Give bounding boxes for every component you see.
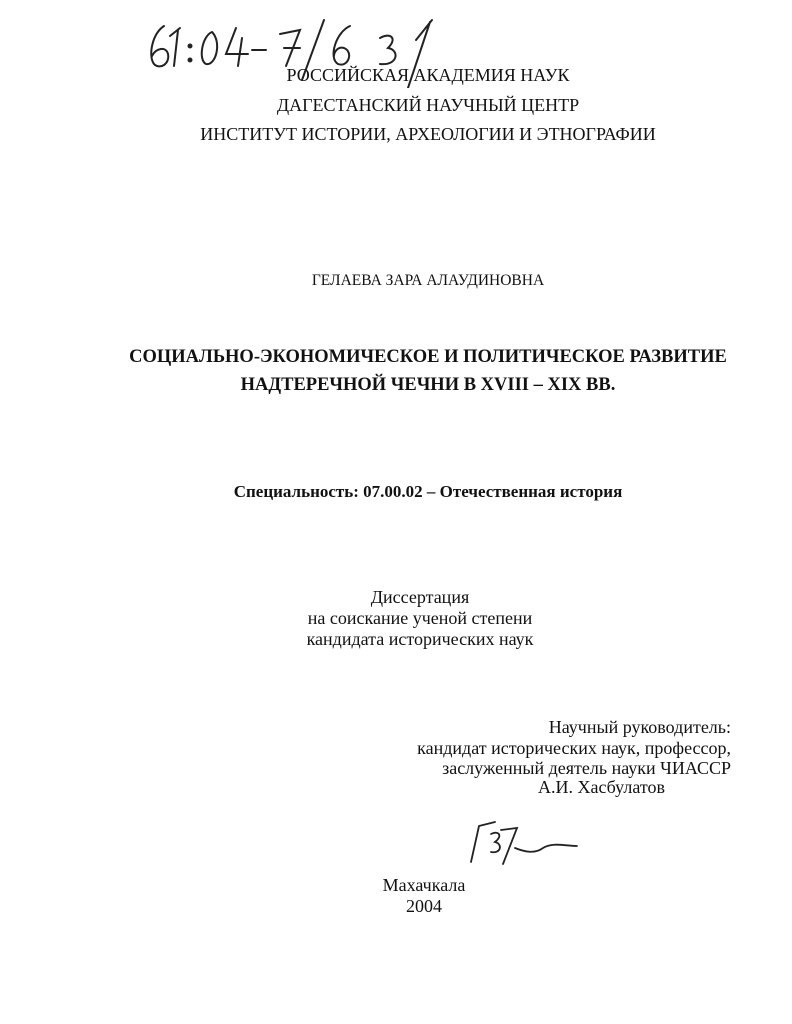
header-line: ДАГЕСТАНСКИЙ НАУЧНЫЙ ЦЕНТР: [276, 95, 580, 115]
year: 2004: [406, 896, 442, 916]
dissertation-line: Диссертация: [370, 587, 470, 607]
header-line: ИНСТИТУТ ИСТОРИИ, АРХЕОЛОГИИ И ЭТНОГРАФИИ: [200, 124, 656, 144]
place: Махачкала: [382, 875, 466, 895]
dissertation-line: кандидата исторических наук: [306, 629, 534, 649]
supervisor-line: Научный руководитель:: [548, 717, 731, 737]
title-line: НАДТЕРЕЧНОЙ ЧЕЧНИ В XVIII – XIX ВВ.: [240, 375, 616, 395]
specialty: Специальность: 07.00.02 – Отечественная история: [233, 482, 623, 501]
header-line: РОССИЙСКАЯ АКАДЕМИЯ НАУК: [286, 65, 570, 85]
supervisor-line: заслуженный деятель науки ЧИАССР: [442, 758, 731, 778]
title-line: СОЦИАЛЬНО-ЭКОНОМИЧЕСКОЕ И ПОЛИТИЧЕСКОЕ РАЗВИТИЕ: [129, 347, 727, 367]
signature: [465, 812, 585, 872]
dissertation-line: на соискание ученой степени: [307, 608, 533, 628]
supervisor-name: А.И. Хасбулатов: [537, 777, 665, 797]
supervisor-line: кандидат исторических наук, профессор,: [417, 738, 731, 758]
author-name: ГЕЛАЕВА ЗАРА АЛАУДИНОВНА: [311, 272, 545, 289]
